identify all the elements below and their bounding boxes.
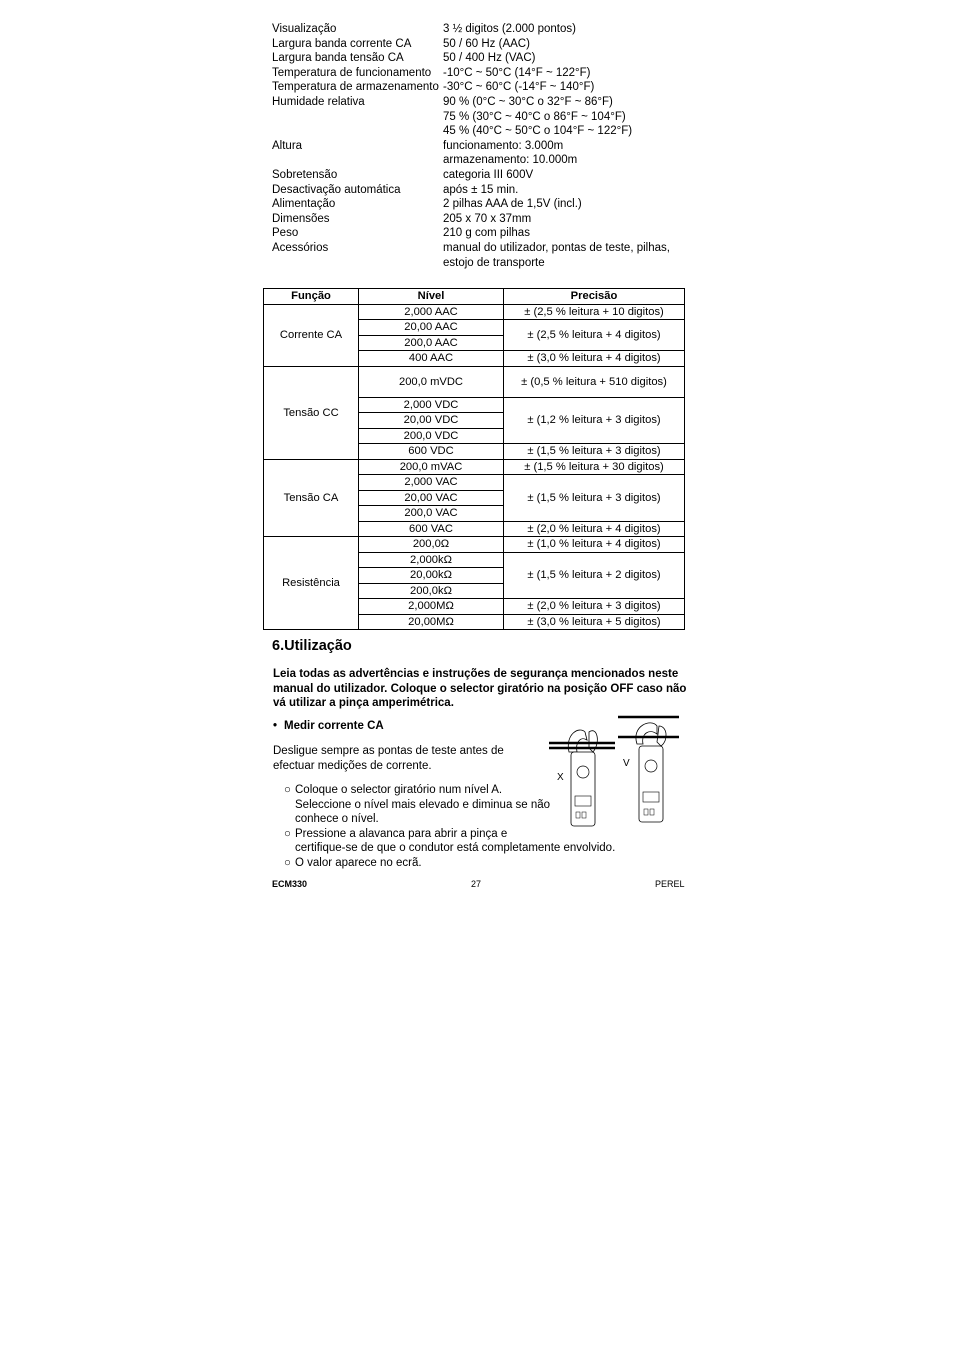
step-text: [295, 856, 422, 871]
precision-cell: ± (2,5 % leitura + 10 digitos): [504, 304, 685, 320]
spec-label: Dimensões: [272, 212, 330, 225]
level-cell: 2,000 VAC: [359, 475, 504, 491]
footer-brand: PEREL: [655, 879, 685, 889]
spec-row: [272, 241, 692, 270]
wrong-mark: X: [557, 772, 564, 783]
level-cell: 200,0 mVAC: [359, 459, 504, 475]
footer-model: ECM330: [272, 879, 308, 889]
spec-row: [272, 95, 692, 139]
level-cell: 2,000 VDC: [359, 397, 504, 413]
level-cell: 2,000MΩ: [359, 599, 504, 615]
intro-warning: Leia todas as advertências e instruções de segurança mencionados neste manual do utilizador. Coloque o selector giratório na posição OFF caso não vá utilizar a pinça amperimétrica.: [273, 668, 687, 710]
step-line: Coloque o selector giratório num nível A.: [295, 784, 503, 796]
header-level: Nível: [359, 289, 504, 305]
level-cell: 20,00 AAC: [359, 320, 504, 336]
spec-value: [443, 80, 594, 95]
spec-value-line: 3 ½ digitos (2.000 pontos): [443, 23, 576, 35]
spec-label: Sobretensão: [272, 168, 338, 181]
right-mark: V: [623, 758, 630, 769]
spec-value: [443, 183, 518, 198]
spec-value-line: 2 pilhas AAA de 1,5V (incl.): [443, 198, 582, 211]
bullet-heading: [273, 720, 384, 732]
table-row: [264, 304, 685, 320]
precision-cell: ± (1,5 % leitura + 30 digitos): [504, 459, 685, 475]
spec-label: Peso: [272, 227, 299, 240]
level-cell: 200,0kΩ: [359, 583, 504, 599]
spec-value: [443, 95, 632, 139]
spec-value-line: manual do utilizador, pontas de teste, pilhas,: [443, 241, 670, 254]
spec-value-line: 210 g com pilhas: [443, 227, 530, 240]
spec-value-line: -30°C ~ 60°C (-14°F ~ 140°F): [443, 81, 595, 94]
spec-label: Largura banda tensão CA: [272, 52, 404, 65]
page-number: 27: [471, 879, 482, 889]
function-cell: Tensão CC: [264, 366, 359, 459]
step-text: [295, 783, 550, 827]
spec-value: [443, 66, 591, 81]
spec-value-line: 205 x 70 x 37mm: [443, 212, 532, 225]
function-cell: Tensão CA: [264, 459, 359, 537]
spec-value-line: 50 / 400 Hz (VAC): [443, 52, 536, 65]
level-cell: 600 VDC: [359, 444, 504, 460]
step-line: Pressione a alavanca para abrir a pinça e: [295, 827, 508, 840]
level-cell: 20,00MΩ: [359, 614, 504, 630]
spec-value: [443, 226, 530, 241]
spec-value-line: categoria III 600V: [443, 168, 534, 181]
spec-row: [272, 226, 692, 241]
spec-row: [272, 66, 692, 81]
spec-value: [443, 22, 576, 37]
circle-bullet-icon: ○: [284, 856, 291, 869]
spec-value-line: armazenamento: 10.000m: [443, 154, 578, 167]
clamp-meter-right-icon: [618, 717, 679, 822]
function-cell: Resistência: [264, 537, 359, 630]
specifications-list: [272, 22, 692, 270]
level-cell: 20,00kΩ: [359, 568, 504, 584]
precision-cell: ± (3,0 % leitura + 5 digitos): [504, 614, 685, 630]
spec-label: Acessórios: [272, 241, 329, 254]
level-cell: 20,00 VDC: [359, 413, 504, 429]
spec-label: Desactivação automática: [272, 183, 401, 196]
spec-value-line: estojo de transporte: [443, 256, 545, 269]
section-title: 6.Utilização: [272, 638, 352, 654]
circle-bullet-icon: ○: [284, 827, 291, 840]
table-row: [264, 537, 685, 553]
spec-value-line: 45 % (40°C ~ 50°C o 104°F ~ 122°F): [443, 125, 633, 138]
spec-row: [272, 80, 692, 95]
spec-label: Alimentação: [272, 198, 336, 211]
measurement-warning: Desligue sempre as pontas de teste antes de efectuar medições de corrente.: [273, 745, 504, 772]
precision-cell: ± (1,5 % leitura + 3 digitos): [504, 475, 685, 522]
spec-row: [272, 168, 692, 183]
level-cell: 200,0 mVDC: [359, 366, 504, 397]
spec-value-line: funcionamento: 3.000m: [443, 139, 564, 152]
precision-cell: ± (3,0 % leitura + 4 digitos): [504, 351, 685, 367]
clamp-meter-illustration: [545, 712, 685, 832]
precision-cell: ± (2,5 % leitura + 4 digitos): [504, 320, 685, 351]
spec-row: [272, 183, 692, 198]
level-cell: 600 VAC: [359, 521, 504, 537]
spec-value: [443, 51, 535, 66]
level-cell: 2,000 AAC: [359, 304, 504, 320]
step-line: Seleccione o nível mais elevado e diminua se não: [295, 798, 551, 811]
spec-value-line: 75 % (30°C ~ 40°C o 86°F ~ 104°F): [443, 110, 626, 123]
spec-row: [272, 197, 692, 212]
step-line: conhece o nível.: [295, 813, 379, 826]
spec-value: [443, 241, 670, 270]
bullet-icon: •: [273, 720, 278, 732]
precision-cell: ± (1,5 % leitura + 3 digitos): [504, 444, 685, 460]
spec-value-line: 90 % (0°C ~ 30°C o 32°F ~ 86°F): [443, 95, 613, 108]
bullet-title: Medir corrente CA: [284, 720, 384, 732]
level-cell: 200,0 VAC: [359, 506, 504, 522]
header-precision: Precisão: [504, 289, 685, 305]
spec-row: [272, 51, 692, 66]
spec-value-line: -10°C ~ 50°C (14°F ~ 122°F): [443, 66, 591, 79]
spec-value: [443, 37, 530, 52]
spec-label: Humidade relativa: [272, 95, 365, 108]
precision-cell: ± (1,5 % leitura + 2 digitos): [504, 552, 685, 599]
precision-cell: ± (1,0 % leitura + 4 digitos): [504, 537, 685, 553]
spec-row: [272, 139, 692, 168]
spec-label: Visualização: [272, 23, 337, 35]
spec-label: Largura banda corrente CA: [272, 37, 412, 50]
precision-cell: ± (2,0 % leitura + 4 digitos): [504, 521, 685, 537]
step-item: [284, 856, 664, 871]
step-line: O valor aparece no ecrã.: [295, 856, 422, 869]
precision-cell: ± (1,2 % leitura + 3 digitos): [504, 397, 685, 444]
level-cell: 200,0 VDC: [359, 428, 504, 444]
spec-value: [443, 212, 531, 227]
spec-label: Temperatura de funcionamento: [272, 66, 432, 79]
spec-value-line: após ± 15 min.: [443, 183, 519, 196]
accuracy-table: [263, 288, 685, 630]
spec-row: [272, 212, 692, 227]
spec-row: [272, 37, 692, 52]
level-cell: 200,0 AAC: [359, 335, 504, 351]
level-cell: 2,000kΩ: [359, 552, 504, 568]
spec-value: [443, 139, 577, 168]
table-row: [264, 459, 685, 475]
spec-row: [272, 22, 692, 37]
level-cell: 20,00 VAC: [359, 490, 504, 506]
table-row: [264, 366, 685, 397]
spec-value: [443, 197, 582, 212]
precision-cell: ± (2,0 % leitura + 3 digitos): [504, 599, 685, 615]
spec-label: Temperatura de armazenamento: [272, 81, 439, 94]
precision-cell: ± (0,5 % leitura + 510 digitos): [504, 366, 685, 397]
circle-bullet-icon: ○: [284, 784, 291, 796]
level-cell: 200,0Ω: [359, 537, 504, 553]
spec-value: [443, 168, 533, 183]
table-header-row: [264, 289, 685, 305]
step-line: certifique-se de que o condutor está completamente envolvido.: [295, 842, 616, 855]
spec-value-line: 50 / 60 Hz (AAC): [443, 37, 530, 50]
spec-label: Altura: [272, 139, 303, 152]
function-cell: Corrente CA: [264, 304, 359, 366]
header-function: Função: [264, 289, 359, 305]
level-cell: 400 AAC: [359, 351, 504, 367]
